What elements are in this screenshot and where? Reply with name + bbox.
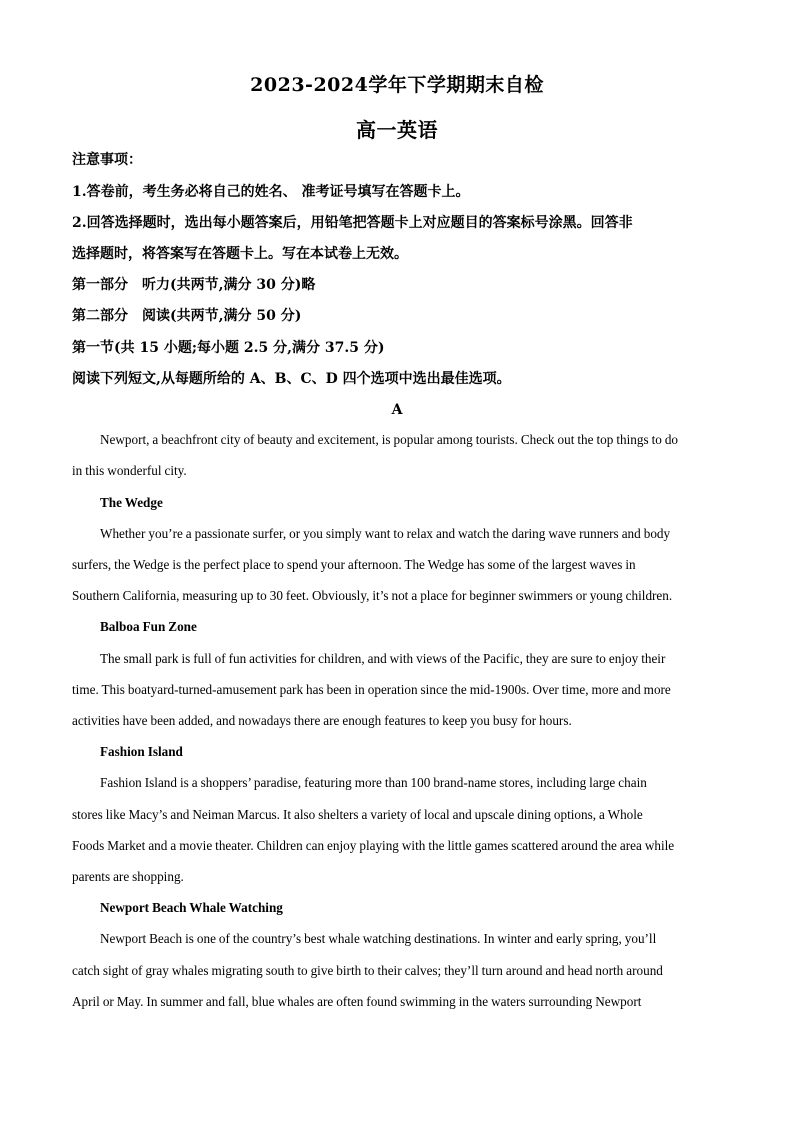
paragraph-line: Southern California, measuring up to 30 feet. Obviously, it’s not a place for beginner swimmers or young children. (72, 588, 673, 603)
paragraph-line: parents are shopping. (72, 869, 184, 884)
paragraph-line: surfers, the Wedge is the perfect place to spend your afternoon. The Wedge has some of the largest waves in (72, 557, 636, 572)
exam-title: 2023-2024学年下学期期末自检 (250, 74, 544, 96)
part-two-heading: 第二部分 阅读(共两节,满分 50 分) (72, 308, 302, 324)
paragraph-line: The small park is full of fun activities for children, and with views of the Pacific, they are sure to enjoy their (100, 651, 666, 666)
subheading-fashion-island: Fashion Island (100, 744, 183, 759)
paragraph-line: Whether you’re a passionate surfer, or you simply want to relax and watch the daring wave runners and body (100, 526, 671, 541)
note-item-2-line-2: 选择题时，将答案写在答题卡上。写在本试卷上无效。 (72, 246, 408, 262)
subheading-whale-watching: Newport Beach Whale Watching (100, 900, 283, 915)
reading-instruction: 阅读下列短文,从每题所给的 A、B、C、D 四个选项中选出最佳选项。 (72, 371, 511, 387)
paragraph-line: activities have been added, and nowadays there are enough features to keep you busy for hours. (72, 713, 572, 728)
note-item-2-line-1: 2.回答选择题时，选出每小题答案后，用铅笔把答题卡上对应题目的答案标号涂黑。回答非 (72, 215, 633, 231)
passage-label: A (391, 402, 403, 418)
part-one-heading: 第一部分 听力(共两节,满分 30 分)略 (72, 277, 316, 293)
paragraph-line: catch sight of gray whales migrating south to give birth to their calves; they’ll turn around and head north around (72, 963, 663, 978)
paragraph-line: April or May. In summer and fall, blue whales are often found swimming in the waters surrounding Newport (72, 994, 642, 1009)
note-item-1: 1.答卷前，考生务必将自己的姓名、 准考证号填写在答题卡上。 (72, 184, 470, 200)
paragraph-line: time. This boatyard-turned-amusement park has been in operation since the mid-1900s. Over time, more and more (72, 682, 671, 697)
subheading-balboa-fun-zone: Balboa Fun Zone (100, 619, 197, 634)
exam-subject: 高一英语 (356, 118, 438, 142)
paragraph-line: Foods Market and a movie theater. Children can enjoy playing with the little games scattered around the area while (72, 838, 675, 853)
paragraph-line: Newport Beach is one of the country’s best whale watching destinations. In winter and early spring, you’ll (100, 931, 657, 946)
passage-intro-line: in this wonderful city. (72, 463, 187, 478)
paragraph-line: stores like Macy’s and Neiman Marcus. It also shelters a variety of local and upscale dining options, a Whole (72, 807, 643, 822)
section-one-heading: 第一节(共 15 小题;每小题 2.5 分,满分 37.5 分) (72, 340, 385, 356)
paragraph-line: Fashion Island is a shoppers’ paradise, featuring more than 100 brand-name stores, including large chain (100, 775, 647, 790)
notes-heading: 注意事项： (72, 152, 142, 168)
subheading-the-wedge: The Wedge (100, 495, 163, 510)
passage-intro-line: Newport, a beachfront city of beauty and excitement, is popular among tourists. Check out the top things to do (100, 432, 679, 447)
